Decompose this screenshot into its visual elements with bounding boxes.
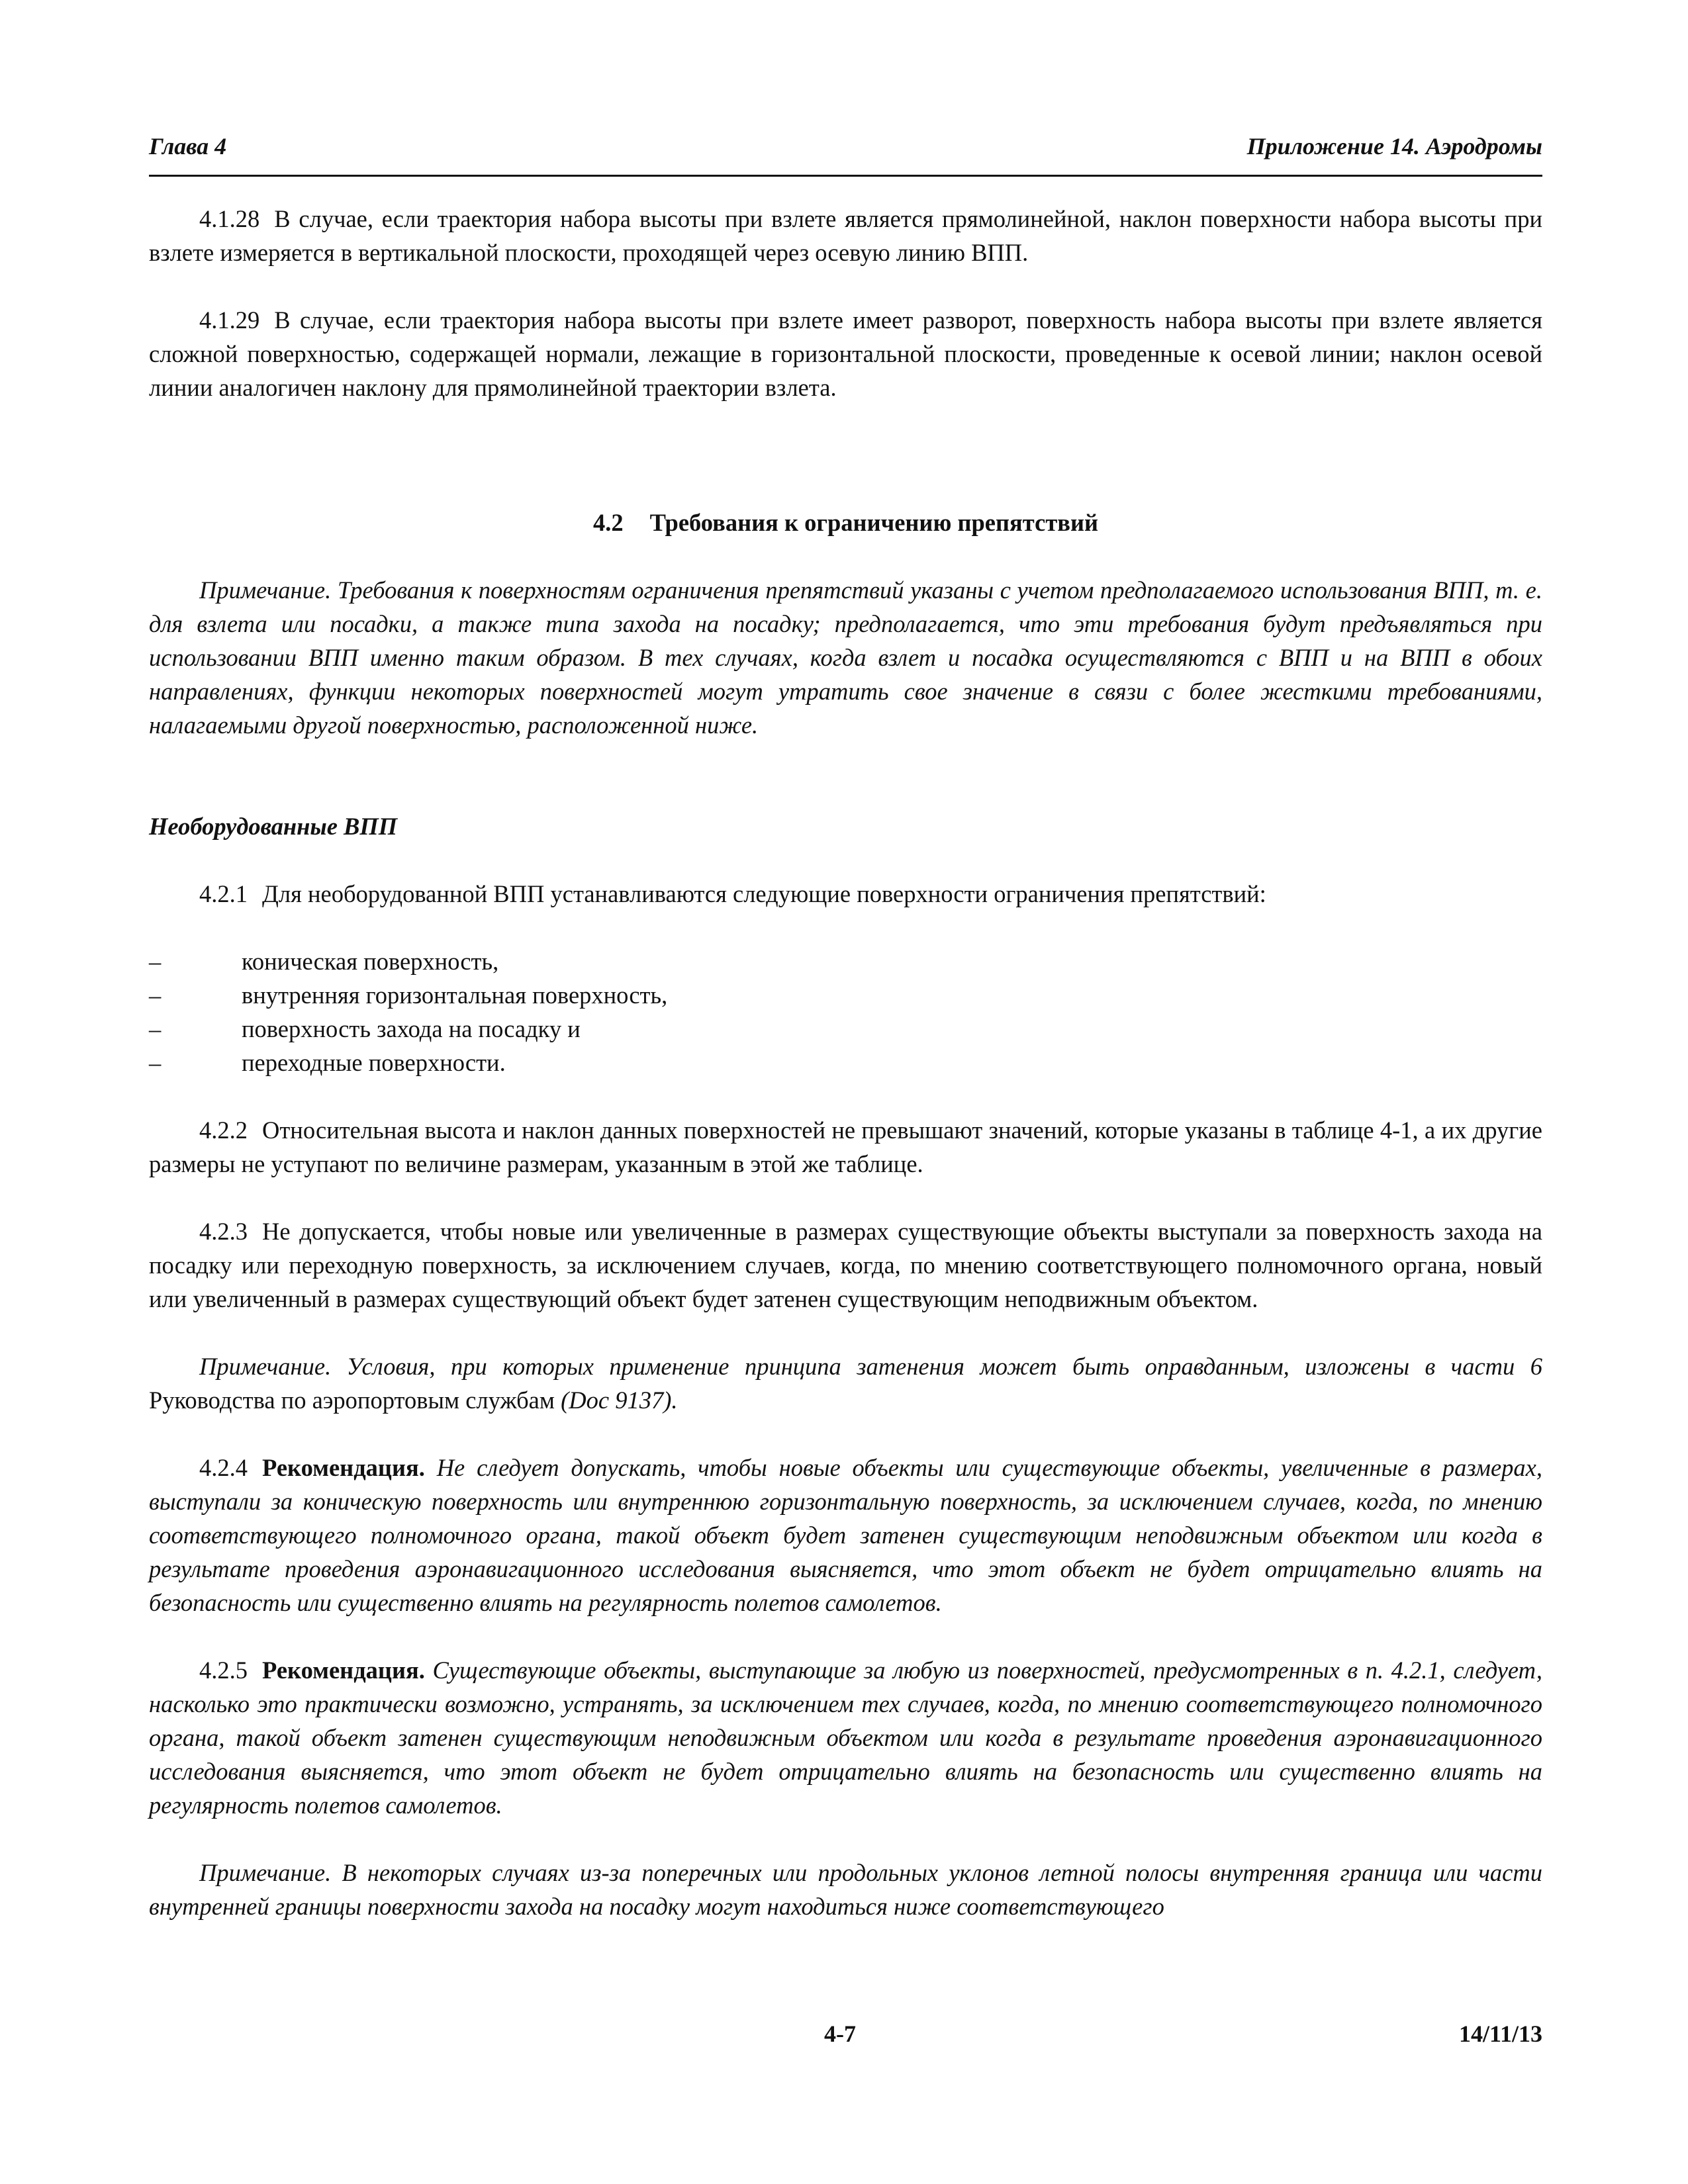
amendment-date: 14/11/13 <box>1458 2021 1542 2047</box>
page-header <box>149 132 1542 177</box>
dash-bullet: – <box>149 981 162 1009</box>
dash-bullet: – <box>149 948 162 975</box>
paragraph-number: 4.2.4 <box>199 1454 248 1481</box>
paragraph-number: 4.2.1 <box>199 880 248 907</box>
list-item: – коническая поверхность, <box>149 944 1542 978</box>
dash-bullet: – <box>149 1049 162 1076</box>
surfaces-list <box>149 944 1542 1079</box>
manual-reference: Руководства по аэропортовым службам <box>149 1387 555 1414</box>
dash-bullet: – <box>149 1015 162 1042</box>
paragraph-text: Для необорудованной ВПП устанавливаются следующие поверхности ограничения препятствий: <box>262 880 1266 907</box>
section-number: 4.2 <box>592 509 624 536</box>
paragraph-4-2-2 <box>149 1113 1542 1181</box>
chapter-label: Глава 4 <box>149 133 227 159</box>
paragraph-4-2-1 <box>149 877 1542 911</box>
paragraph-4-1-28 <box>149 202 1542 269</box>
note-shielding: Примечание. Условия, при которых применение принципа затенения может быть оправданным, изложены в части 6 Руководства по аэропортовым службам (Doc 9137). <box>149 1353 1542 1414</box>
paragraph-text: В случае, если траектория набора высоты при взлете имеет разворот, поверхность набора высоты при взлете является сложной поверхностью, содержащей нормали, лежащие в горизонтальной плоскости, проведенные к осевой линии; наклон осевой линии аналогичен наклону для прямолинейной траектории взлета. <box>149 306 1542 401</box>
paragraph-4-1-29 <box>149 303 1542 404</box>
section-title: Требования к ограничению препятствий <box>649 509 1099 536</box>
paragraph-4-2-4 <box>149 1451 1542 1619</box>
list-item: – поверхность захода на посадку и <box>149 1012 1542 1046</box>
paragraph-4-2-5 <box>149 1653 1542 1822</box>
subheading-non-instrument-runways: Необорудованные ВПП <box>149 813 398 840</box>
paragraph-number: 4.2.2 <box>199 1116 248 1144</box>
section-heading <box>149 506 1542 539</box>
page-number: 4-7 <box>824 2021 856 2047</box>
page-body <box>149 202 1542 1923</box>
paragraph-text: Существующие объекты, выступающие за любую из поверхностей, предусмотренных в п. 4.2.1, следует, насколько это практически возможно, устранять, за исключением тех случаев, когда, по мнению соответствующего полномочного органа, такой объект затенен существующим неподвижным объектом или когда в результате проведения аэронавигационного исследования выясняется, что этот объект не будет отрицательно влиять на безопасность или существенно влиять на регулярность полетов самолетов. <box>149 1657 1543 1819</box>
list-item: – внутренняя горизонтальная поверхность, <box>149 978 1542 1012</box>
list-item: – переходные поверхности. <box>149 1046 1542 1079</box>
note-runway-slopes: Примечание. В некоторых случаях из-за поперечных или продольных уклонов летной полосы внутренняя граница или части внутренней границы поверхности захода на посадку могут находиться ниже соответствующего <box>149 1859 1542 1920</box>
paragraph-number: 4.1.28 <box>199 205 260 232</box>
recommendation-label: Рекомендация. <box>262 1657 425 1684</box>
paragraph-text: Не следует допускать, чтобы новые объекты или существующие объекты, увеличенные в размерах, выступали за коническую поверхность или внутреннюю горизонтальную поверхность, за исключением случаев, когда, по мнению соответствующего полномочного органа, такой объект будет затенен существующим неподвижным объектом или когда в результате проведения аэронавигационного исследования выясняется, что этот объект не будет отрицательно влиять на безопасность или существенно влиять на регулярность полетов самолетов. <box>149 1454 1543 1616</box>
paragraph-text: В случае, если траектория набора высоты при взлете является прямолинейной, наклон поверхности набора высоты при взлете измеряется в вертикальной плоскости, проходящей через осевую линию ВПП. <box>149 205 1542 266</box>
paragraph-number: 4.1.29 <box>199 306 260 334</box>
paragraph-number: 4.2.5 <box>199 1657 248 1684</box>
paragraph-4-2-3 <box>149 1214 1542 1316</box>
paragraph-number: 4.2.3 <box>199 1218 248 1245</box>
annex-title: Приложение 14. Аэродромы <box>1246 133 1542 159</box>
note-obstacle-surfaces: Примечание. Требования к поверхностям ограничения препятствий указаны с учетом предполагаемого использования ВПП, т. е. для взлета или посадки, а также типа захода на посадку; предполагается, что эти требования будут предъявляться при использовании ВПП именно таким образом. В тех случаях, когда взлет и посадка осуществляются с ВПП и на ВПП в обоих направлениях, функции некоторых поверхностей могут утратить свое значение в связи с более жесткими требованиями, налагаемыми другой поверхностью, расположенной ниже. <box>149 576 1542 739</box>
paragraph-text: Относительная высота и наклон данных поверхностей не превышают значений, которые указаны в таблице 4-1, а их другие размеры не уступают по величине размерам, указанным в этой же таблице. <box>149 1116 1542 1177</box>
recommendation-label: Рекомендация. <box>262 1454 425 1481</box>
paragraph-text: Не допускается, чтобы новые или увеличенные в размерах существующие объекты выступали за поверхность захода на посадку или переходную поверхность, за исключением случаев, когда, по мнению соответствующего полномочного органа, новый или увеличенный в размерах существующий объект будет затенен существующим неподвижным объектом. <box>149 1218 1542 1312</box>
